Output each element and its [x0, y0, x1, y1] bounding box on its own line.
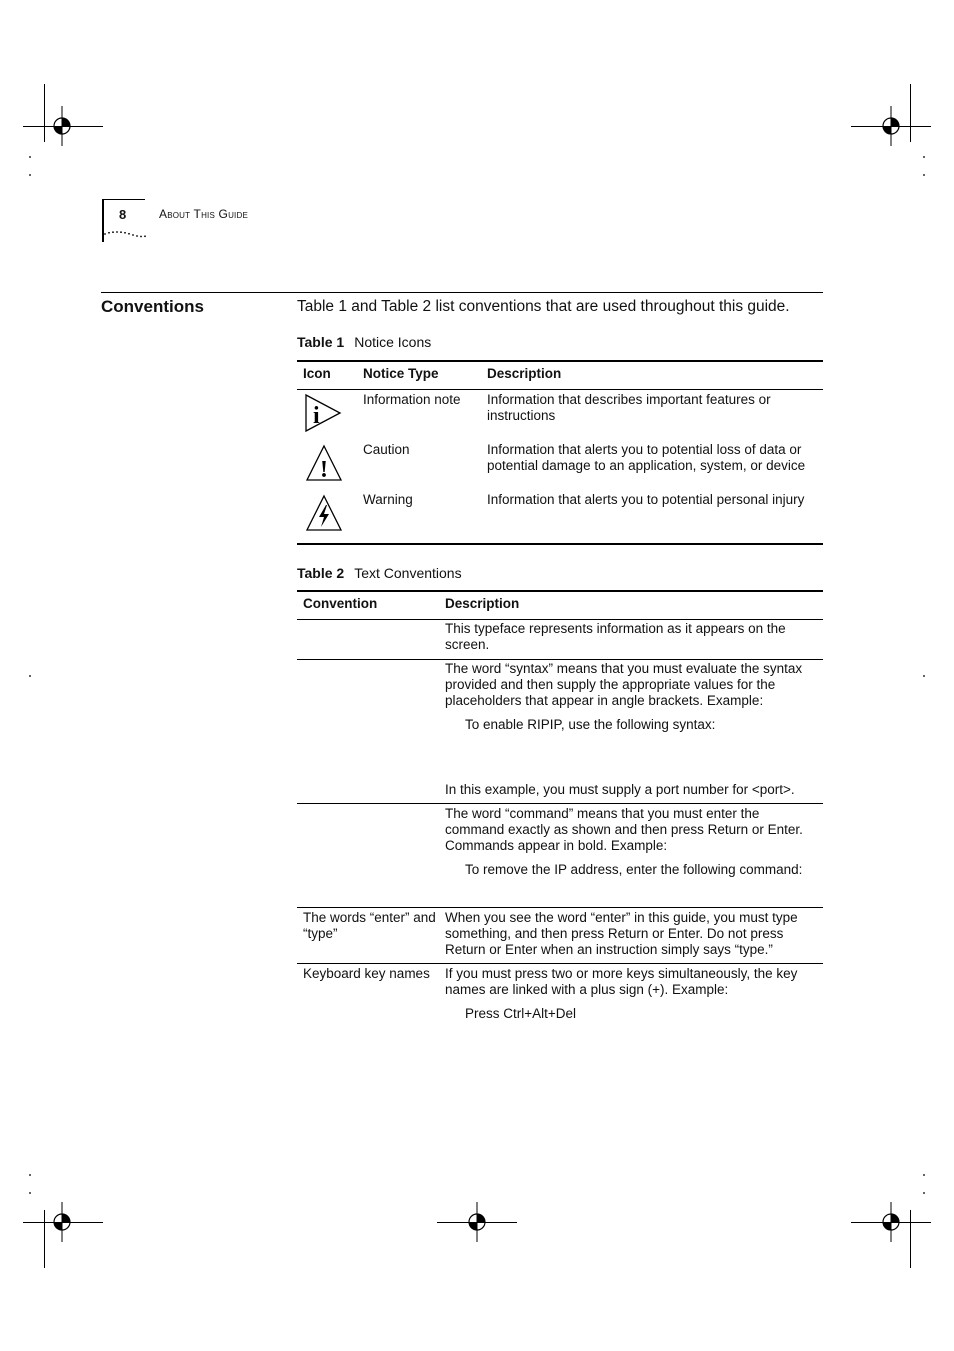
registration-mark-icon [42, 1202, 82, 1242]
warning-icon [305, 493, 343, 533]
caution-icon [305, 443, 343, 483]
table2-top-rule [297, 590, 823, 592]
table2-row5-description: If you must press two or more keys simultaneously, the key names are linked with a plus sign (+). Example: [445, 966, 798, 997]
table2-row4-convention: The words “enter” and “type” [303, 910, 436, 941]
table1-header-description: Description [487, 366, 562, 381]
header-rule [102, 199, 145, 200]
table2-header-rule [297, 619, 823, 620]
table1-header-type: Notice Type [363, 366, 439, 381]
table1-top-rule [297, 360, 823, 362]
table1-caption [297, 334, 431, 350]
table1-row3-type: Warning [363, 492, 413, 507]
table2-row5-example: Press Ctrl+Alt+Del [465, 1006, 577, 1021]
table2-title: Text Conventions [354, 565, 462, 581]
registration-mark-icon [42, 106, 82, 146]
table2-row-rule [297, 659, 823, 660]
svg-text:i: i [313, 403, 320, 429]
running-head: About This Guide [159, 207, 248, 221]
section-title: Conventions [101, 297, 204, 316]
intro-paragraph: Table 1 and Table 2 list conventions that are used throughout this guide. [297, 298, 790, 315]
section-rule [101, 292, 823, 293]
table2-row3-example: To remove the IP address, enter the following command: [465, 862, 803, 877]
table2-row2-description: The word “syntax” means that you must evaluate the syntax provided and then supply the appropriate values for the placeholders that appear in angle brackets. Example: [445, 661, 803, 708]
table1-bottom-rule [297, 543, 823, 545]
table2-row5-convention: Keyboard key names [303, 966, 430, 981]
svg-text:!: ! [320, 457, 328, 483]
table1-header-rule [297, 389, 823, 390]
table1-row2-description: Information that alerts you to potential loss of data or potential damage to an application, system, or device [487, 442, 806, 473]
table2-row4-description: When you see the word “enter” in this guide, you must type something, and then press Return or Enter. Do not press Return or Enter when an instruction simply says “type.” [445, 910, 798, 957]
table2-header-convention: Convention [303, 596, 378, 611]
table1-row1-type: Information note [363, 392, 461, 407]
table2-row1-description: This typeface represents information as it appears on the screen. [445, 621, 786, 652]
registration-mark-icon [457, 1202, 497, 1242]
table2-row-rule [297, 963, 823, 964]
table2-header-description: Description [445, 596, 520, 611]
information-icon [304, 393, 342, 433]
header-dotted-curve [103, 229, 147, 239]
table1-row3-description: Information that alerts you to potential personal injury [487, 492, 805, 507]
table2-row2-note: In this example, you must supply a port number for <port>. [445, 782, 795, 797]
table2-row-rule [297, 907, 823, 908]
table1-row1-description: Information that describes important features or instructions [487, 392, 771, 423]
table1-label: Table 1 [297, 334, 345, 350]
table2-row2-example: To enable RIPIP, use the following syntax: [465, 717, 716, 732]
registration-mark-icon [871, 106, 911, 146]
table2-label: Table 2 [297, 565, 345, 581]
table1-header-icon: Icon [303, 366, 331, 381]
table2-row-rule [297, 803, 823, 804]
table2-caption [297, 565, 462, 581]
table1-row2-type: Caution [363, 442, 410, 457]
page-number: 8 [119, 207, 127, 222]
table2-row3-description: The word “command” means that you must enter the command exactly as shown and then press Return or Enter. Commands appear in bold. Example: [445, 806, 803, 853]
table1-title: Notice Icons [354, 334, 432, 350]
registration-mark-icon [871, 1202, 911, 1242]
